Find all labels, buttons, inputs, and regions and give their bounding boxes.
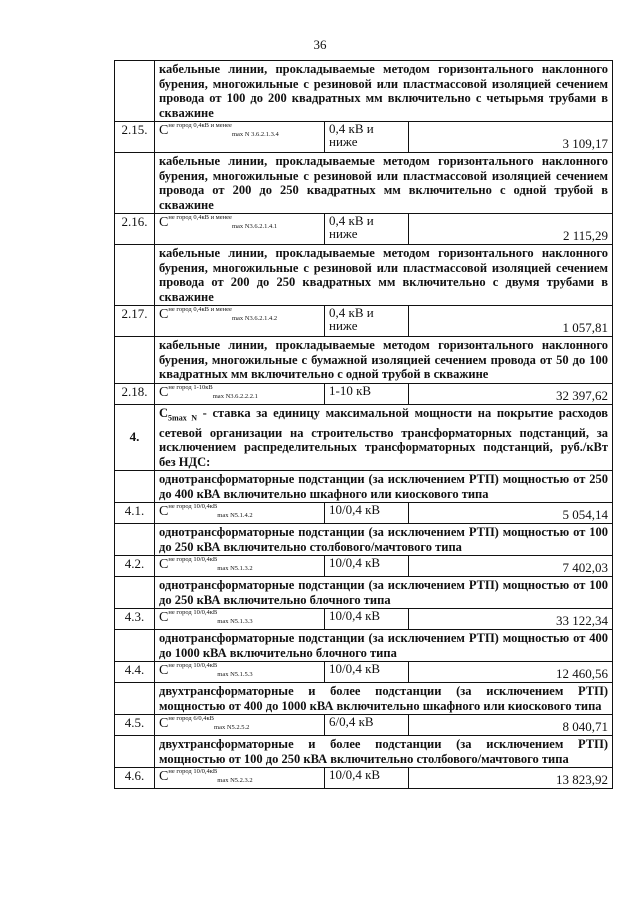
voltage-level: 10/0,4 кВ [325,609,409,630]
rate-value: 1 057,81 [409,306,613,337]
row-description: однотрансформаторные подстанции (за исключением РТП) мощностью от 400 до 1000 кВА включительно блочного типа [155,630,613,662]
rate-formula [155,306,325,337]
formula-superscript: не город 0,4кВ и менее [168,306,232,313]
row-description: кабельные линии, прокладываемые методом горизонтального наклонного бурения, многожильные с резиновой или пластмассовой изоляцией сечением провода от 200 до 250 квадратных мм включительно с одной трубой в скважине [155,153,613,214]
table-row [115,609,613,630]
row-number-cell [115,471,155,503]
formula-superscript: не город 0,4кВ и менее [168,214,232,221]
rate-value: 33 122,34 [409,609,613,630]
row-number-cell [115,153,155,214]
section-description [155,404,613,471]
voltage-level: 0,4 кВ и ниже [325,122,409,153]
formula-symbol: C [159,215,169,230]
rate-formula [155,214,325,245]
table-row [115,556,613,577]
formula-subscript: max N 3.6.2.1.3.4 [231,131,279,138]
formula-superscript: не город 10/0,4кВ [168,662,218,669]
rate-value: 7 402,03 [409,556,613,577]
table-row [115,245,613,306]
voltage-level: 10/0,4 кВ [325,662,409,683]
rate-formula [155,715,325,736]
table-row [115,383,613,404]
table-row [115,337,613,384]
row-number-cell [115,577,155,609]
row-number: 2.15. [115,122,155,153]
row-number-cell [115,524,155,556]
table-row [115,715,613,736]
row-number: 2.18. [115,383,155,404]
row-description: кабельные линии, прокладываемые методом горизонтального наклонного бурения, многожильные с резиновой или пластмассовой изоляцией сечением провода от 100 до 200 квадратных мм включительно с четырьмя трубами в скважине [155,61,613,122]
formula-symbol: C [159,610,169,625]
formula-superscript: не город 6/0,4кВ [168,715,215,722]
row-number-cell [115,683,155,715]
row-description: кабельные линии, прокладываемые методом горизонтального наклонного бурения, многожильные с резиновой или пластмассовой изоляцией сечением провода от 200 до 250 квадратных мм включительно с двумя трубами в скважине [155,245,613,306]
formula-subscript: max N3.6.2.2.2.1 [212,392,258,400]
row-description: двухтрансформаторные и более подстанции (за исключением РТП) мощностью от 100 до 250 кВА включительно столбового/мачтового типа [155,736,613,768]
formula-subscript: max N5.1.4.2 [217,512,253,519]
row-number: 2.16. [115,214,155,245]
section-number: 4. [115,404,155,471]
tariff-table-body [115,61,613,789]
formula-superscript: не город 10/0,4кВ [168,503,218,510]
row-number: 2.17. [115,306,155,337]
row-number-cell [115,61,155,122]
voltage-level: 10/0,4 кВ [325,768,409,789]
table-row [115,471,613,503]
table-row [115,683,613,715]
row-number: 4.4. [115,662,155,683]
formula-subscript: max N5.2.3.2 [217,777,253,784]
formula-subscript: max N5.1.3.2 [217,565,253,572]
formula-symbol: C [159,504,169,519]
formula-symbol: C [159,557,169,572]
rate-value: 12 460,56 [409,662,613,683]
table-row [115,630,613,662]
formula-subscript: max N3.6.2.1.4.1 [231,223,278,230]
table-row [115,524,613,556]
rate-formula [155,609,325,630]
row-number-cell [115,630,155,662]
formula-subscript: max N3.6.2.1.4.2 [231,315,278,322]
formula-subscript: max N5.1.3.3 [217,618,253,625]
row-description: двухтрансформаторные и более подстанции (за исключением РТП) мощностью от 400 до 1000 кВА включительно шкафного или киоскового типа [155,683,613,715]
voltage-level: 6/0,4 кВ [325,715,409,736]
rate-value: 3 109,17 [409,122,613,153]
formula-symbol: C [159,384,169,400]
rate-symbol-subscript: 5max N [168,413,197,422]
rate-formula [155,122,325,153]
table-row [115,768,613,789]
rate-formula [155,556,325,577]
formula-superscript: не город 1-10кВ [168,383,213,391]
row-number-cell [115,245,155,306]
table-row [115,153,613,214]
formula-symbol: C [159,663,169,678]
table-row [115,214,613,245]
formula-superscript: не город 0,4кВ и менее [168,122,232,129]
table-row [115,61,613,122]
rate-formula [155,383,325,404]
row-description: однотрансформаторные подстанции (за исключением РТП) мощностью от 100 до 250 кВА включительно блочного типа [155,577,613,609]
table-row [115,404,613,471]
formula-symbol: C [159,307,169,322]
row-number: 4.6. [115,768,155,789]
row-number-cell [115,337,155,384]
page-number: 36 [313,37,327,52]
rate-value: 5 054,14 [409,503,613,524]
voltage-level: 1-10 кВ [325,383,409,404]
formula-subscript: max N5.1.5.3 [217,671,253,678]
voltage-level: 0,4 кВ и ниже [325,306,409,337]
formula-subscript: max N5.2.5.2 [214,724,250,731]
voltage-level: 10/0,4 кВ [325,556,409,577]
row-number: 4.5. [115,715,155,736]
row-description: однотрансформаторные подстанции (за исключением РТП) мощностью от 100 до 250 кВА включительно столбового/мачтового типа [155,524,613,556]
row-description: кабельные линии, прокладываемые методом горизонтального наклонного бурения, многожильные с бумажной изоляцией сечением провода от 50 до 100 квадратных мм включительно с одной трубой в скважине [155,337,613,384]
table-row [115,122,613,153]
formula-symbol: C [159,716,169,731]
formula-superscript: не город 10/0,4кВ [168,556,218,563]
voltage-level: 10/0,4 кВ [325,503,409,524]
rate-symbol: C [159,405,169,420]
row-number: 4.2. [115,556,155,577]
rate-formula [155,662,325,683]
table-row [115,577,613,609]
table-row [115,662,613,683]
rate-value: 32 397,62 [409,383,613,404]
table-row [115,503,613,524]
rate-value: 2 115,29 [409,214,613,245]
row-description: однотрансформаторные подстанции (за исключением РТП) мощностью от 250 до 400 кВА включительно шкафного или киоскового типа [155,471,613,503]
tariff-table [114,60,613,789]
row-number: 4.3. [115,609,155,630]
row-number-cell [115,736,155,768]
formula-symbol: C [159,123,169,138]
formula-symbol: C [159,769,169,784]
rate-formula [155,503,325,524]
section-text: - ставка за единицу максимальной мощности на покрытие расходов сетевой организации на строительство трансформаторных подстанций, за исключением распределительных трансформаторных подстанций, руб./кВт без НДС: [159,405,609,469]
rate-value: 13 823,92 [409,768,613,789]
voltage-level: 0,4 кВ и ниже [325,214,409,245]
table-row [115,736,613,768]
table-row [115,306,613,337]
formula-superscript: не город 10/0,4кВ [168,768,218,775]
rate-value: 8 040,71 [409,715,613,736]
row-number: 4.1. [115,503,155,524]
rate-formula [155,768,325,789]
formula-superscript: не город 10/0,4кВ [168,609,218,616]
